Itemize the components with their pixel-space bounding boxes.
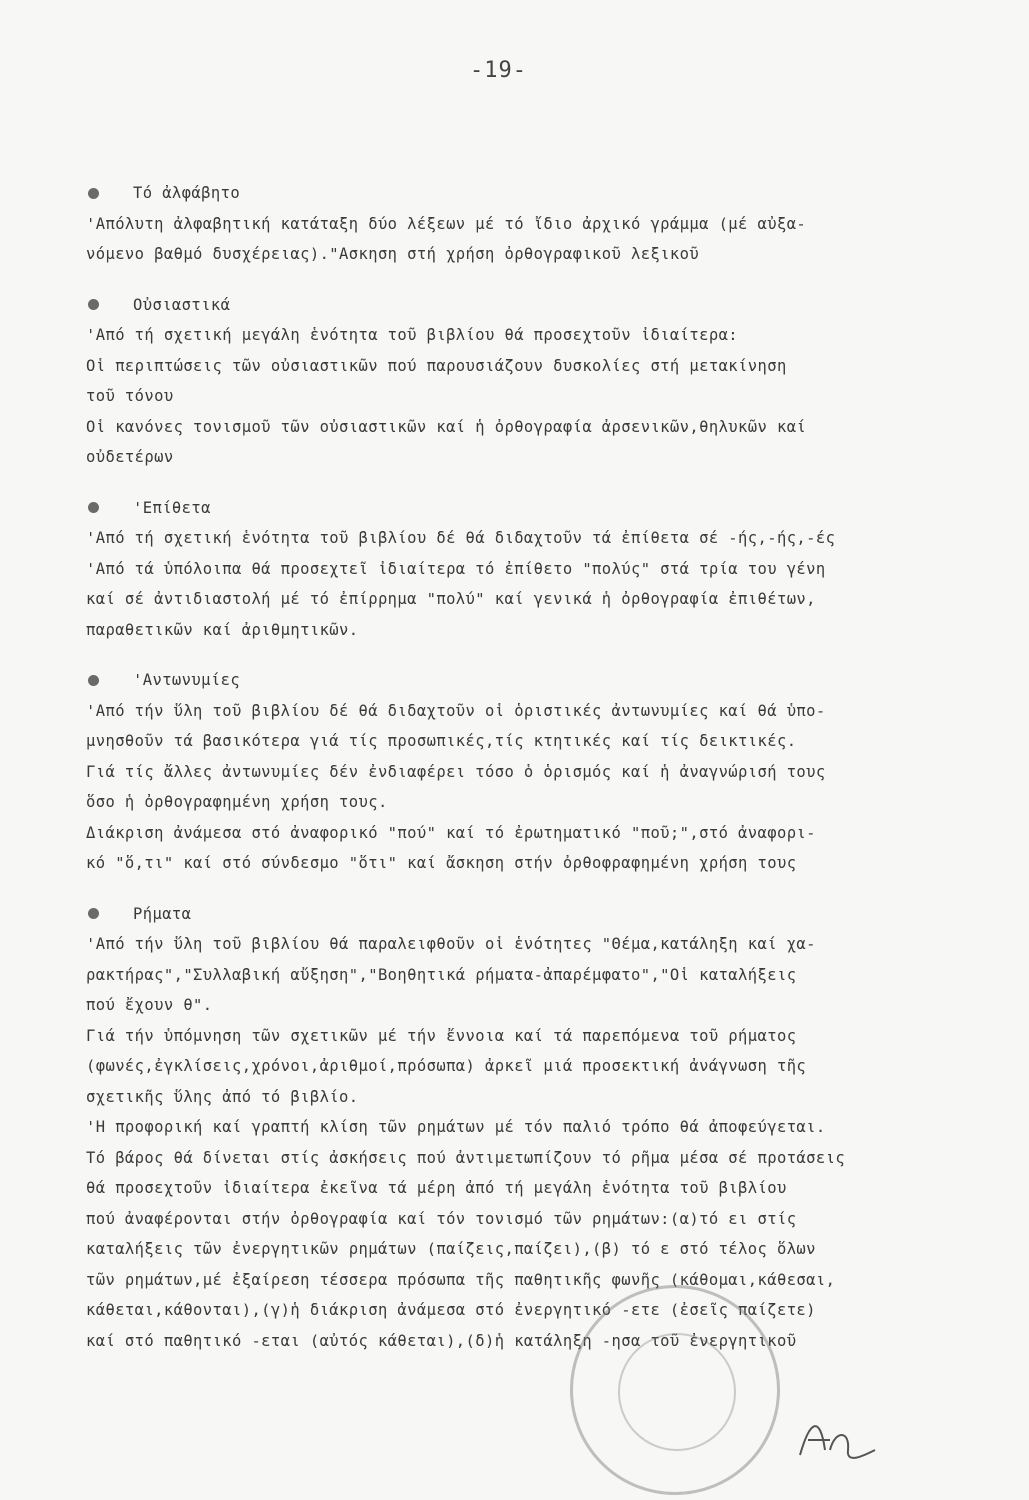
page-number: -19- [470,58,527,83]
text-line: 'Από τά ὑπόλοιπα θά προσεχτεῖ ἰδιαίτερα τό ἐπίθετο "πολύς" στά τρία του γένη [86,559,826,578]
bullet-icon [88,502,99,513]
text-line: ρακτήρας","Συλλαβική αὔξηση","Βοηθητικά ρήματα-ἀπαρέμφατο","Οἱ καταλήξεις [86,965,797,984]
signature-icon [790,1410,880,1470]
text-line: τοῦ τόνου [86,387,174,405]
text-line: Οἱ κανόνες τονισμοῦ τῶν οὐσιαστικῶν καί ἡ ὀρθογραφία ἀρσενικῶν,θηλυκῶν καί [86,417,807,436]
bullet-icon [88,908,99,919]
section-heading: Ρήματα [133,904,192,923]
text-line: Οἱ περιπτώσεις τῶν οὐσιαστικῶν πού παρουσιάζουν δυσκολίες στή μετακίνηση [86,356,787,375]
bullet-icon [88,188,99,199]
text-line: παραθετικῶν καί ἀριθμητικῶν. [86,620,359,639]
text-line: Γιά τήν ὑπόμνηση τῶν σχετικῶν μέ τήν ἔννοια καί τά παρεπόμενα τοῦ ρήματος [86,1026,797,1045]
text-line: ὅσο ἡ ὀρθογραφημένη χρήση τους. [86,793,388,811]
text-line: 'Από τή σχετική ἑνότητα τοῦ βιβλίου δέ θά διδαχτοῦν τά ἐπίθετα σέ -ής,-ής,-ές [86,529,836,547]
text-line: Τό βάρος θά δίνεται στίς ἀσκήσεις πού ἀντιμετωπίζουν τό ρῆμα μέσα σέ προτάσεις [86,1148,846,1167]
official-stamp [570,1285,780,1495]
section-pronouns [86,665,1006,879]
text-line: τῶν ρημάτων,μέ ἐξαίρεση τέσσερα πρόσωπα τῆς παθητικῆς φωνῆς (κάθομαι,κάθεσαι, [86,1270,836,1289]
section-nouns [86,290,1006,473]
document-body [86,178,1006,1376]
text-line: πού ἀναφέρονται στήν ὀρθογραφία καί τόν τονισμό τῶν ρημάτων:(α)τό ει στίς [86,1209,797,1228]
text-line: σχετικῆς ὕλης ἀπό τό βιβλίο. [86,1087,359,1106]
bullet-icon [88,299,99,310]
text-line: καταλήξεις τῶν ἐνεργητικῶν ρημάτων (παίζεις,παίζει),(β) τό ε στό τέλος ὅλων [86,1240,816,1258]
text-line: καί σέ ἀντιδιαστολή μέ τό ἐπίρρημα "πολύ" καί γενικά ἡ ὀρθογραφία ἐπιθέτων, [86,590,816,608]
text-line: νόμενο βαθμό δυσχέρειας)."Ασκηση στή χρήση ὀρθογραφικοῦ λεξικοῦ [86,245,700,263]
text-line: 'Από τή σχετική μεγάλη ἑνότητα τοῦ βιβλίου θά προσεχτοῦν ἰδιαίτερα: [86,326,739,344]
text-line: μνησθοῦν τά βασικότερα γιά τίς προσωπικές,τίς κτητικές καί τίς δεικτικές. [86,732,797,750]
text-line: Γιά τίς ἄλλες ἀντωνυμίες δέν ἐνδιαφέρει τόσο ὁ ὁρισμός καί ἡ ἀναγνώρισή τους [86,762,826,781]
section-verbs [86,899,1006,1357]
section-adjectives [86,493,1006,646]
text-line: πού ἔχουν θ". [86,996,213,1014]
text-line: κό "ὅ,τι" καί στό σύνδεσμο "ὅτι" καί ἄσκηση στήν ὀρθοφραφημένη χρήση τους [86,854,797,872]
text-line: 'Η προφορική καί γραπτή κλίση τῶν ρημάτων μέ τόν παλιό τρόπο θά ἀποφεύγεται. [86,1118,826,1136]
text-line: οὐδετέρων [86,448,174,466]
section-heading: 'Επίθετα [133,498,211,517]
section-heading: 'Αντωνυμίες [133,671,241,689]
text-line: 'Από τήν ὕλη τοῦ βιβλίου δέ θά διδαχτοῦν οἱ ὁριστικές ἀντωνυμίες καί θά ὑπο- [86,701,826,720]
text-line: κάθεται,κάθονται),(γ)ἡ διάκριση ἀνάμεσα στό ἐνεργητικό -ετε (ἐσεῖς παίζετε) [86,1301,816,1319]
section-heading: Τό ἀλφάβητο [133,184,241,202]
section-alphabet [86,178,1006,270]
text-line: 'Απόλυτη ἀλφαβητική κατάταξη δύο λέξεων μέ τό ἴδιο ἀρχικό γράμμα (μέ αὐξα- [86,214,807,233]
bullet-icon [88,675,99,686]
text-line: 'Από τήν ὕλη τοῦ βιβλίου θά παραλειφθοῦν οἱ ἑνότητες "Θέμα,κατάληξη καί χα- [86,935,816,953]
text-line: καί στό παθητικό -εται (αὐτός κάθεται),(δ)ἡ κατάληξη -ησα τοῦ ἐνεργητικοῦ [86,1331,797,1350]
text-line: Διάκριση ἀνάμεσα στό ἀναφορικό "πού" καί τό ἐρωτηματικό "ποῦ;",στό ἀναφορι- [86,823,816,842]
text-line: (φωνές,ἐγκλίσεις,χρόνοι,ἀριθμοί,πρόσωπα) ἀρκεῖ μιά προσεκτική ἀνάγνωση τῆς [86,1057,807,1075]
text-line: θά προσεχτοῦν ἰδιαίτερα ἐκεῖνα τά μέρη ἀπό τή μεγάλη ἑνότητα τοῦ βιβλίου [86,1179,787,1197]
section-heading: Οὐσιαστικά [133,295,231,314]
